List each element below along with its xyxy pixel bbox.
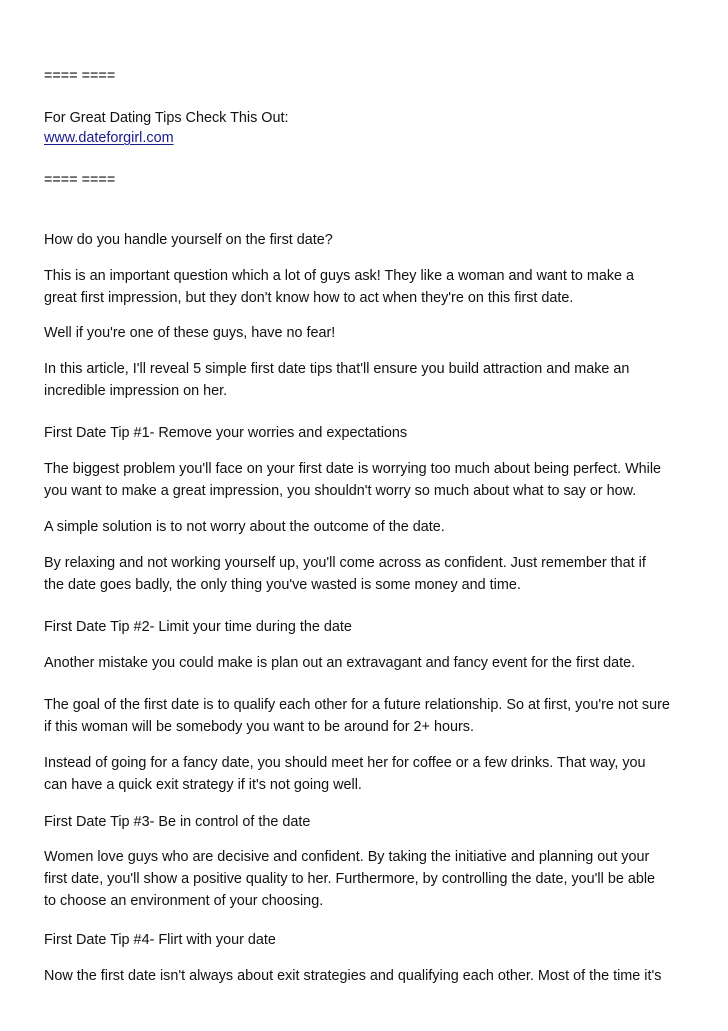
article-line-5: In this article, I'll reveal 5 simple first date tips that'll ensure you build attraction and make an	[44, 361, 630, 377]
article-line-8: The biggest problem you'll face on your first date is worrying too much about being perfect. While	[44, 461, 662, 477]
article-line-9: you want to make a great impression, you shouldn't worry so much about what to say or how.	[44, 483, 637, 499]
article-line-18: can have a quick exit strategy if it's not going well.	[44, 777, 362, 793]
article-line-10: A simple solution is to not worry about the outcome of the date.	[44, 519, 445, 535]
article-line-20: Women love guys who are decisive and confident. By taking the initiative and planning out your	[44, 849, 650, 865]
article-line-3: great first impression, but they don't know how to act when they're on this first date.	[44, 290, 574, 306]
article-line-11: By relaxing and not working yourself up, you'll come across as confident. Just remember that if	[44, 555, 646, 571]
article-line-2: This is an important question which a lot of guys ask! They like a woman and want to make a	[44, 268, 635, 284]
article-line-17: Instead of going for a fancy date, you should meet her for coffee or a few drinks. That way, you	[44, 755, 646, 771]
article-line-16: if this woman will be somebody you want to be around for 2+ hours.	[44, 719, 474, 735]
separator-bottom: ==== ====	[44, 172, 116, 188]
article-line-19: First Date Tip #3- Be in control of the date	[44, 814, 311, 830]
promo-link-text[interactable]: www.dateforgirl.com	[44, 130, 174, 146]
article-line-1: How do you handle yourself on the first date?	[44, 232, 333, 248]
article-line-15: The goal of the first date is to qualify each other for a future relationship. So at first, you're not sure	[44, 697, 670, 713]
article-line-24: Now the first date isn't always about exit strategies and qualifying each other. Most of the time it's	[44, 968, 662, 984]
separator-top: ==== ====	[44, 68, 116, 84]
promo-link[interactable]	[44, 127, 174, 149]
article-line-4: Well if you're one of these guys, have no fear!	[44, 325, 336, 341]
article-line-22: to choose an environment of your choosing.	[44, 893, 324, 909]
article-line-7: First Date Tip #1- Remove your worries and expectations	[44, 425, 408, 441]
article-line-12: the date goes badly, the only thing you've wasted is some money and time.	[44, 577, 521, 593]
article-line-13: First Date Tip #2- Limit your time during the date	[44, 619, 352, 635]
article-line-21: first date, you'll show a positive quality to her. Furthermore, by controlling the date, you'll be able	[44, 871, 656, 887]
article-line-6: incredible impression on her.	[44, 383, 228, 399]
article-line-14: Another mistake you could make is plan out an extravagant and fancy event for the first date.	[44, 655, 636, 671]
article-line-23: First Date Tip #4- Flirt with your date	[44, 932, 276, 948]
promo-text: For Great Dating Tips Check This Out:	[44, 110, 289, 126]
